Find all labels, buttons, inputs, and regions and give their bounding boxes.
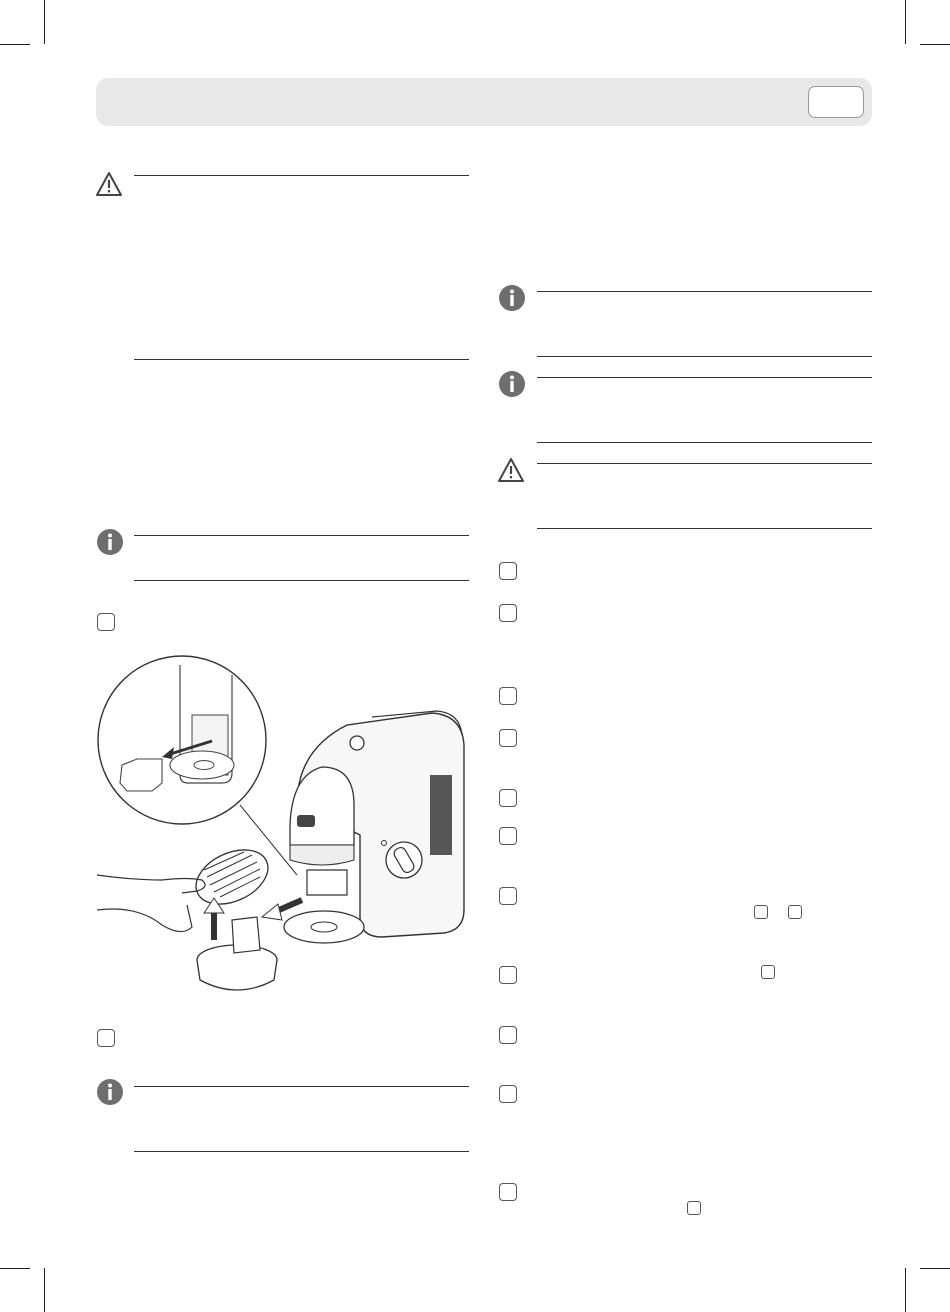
step-number-box [499, 562, 517, 580]
crop-mark [905, 0, 906, 44]
step-number-box [499, 729, 517, 747]
step-reference-box [687, 1201, 701, 1215]
crop-mark [920, 1268, 950, 1269]
step-reference-box [761, 965, 775, 979]
step-number-box [499, 1183, 517, 1201]
info-icon [498, 284, 526, 312]
step-reference-box [788, 905, 802, 919]
step-number-box [499, 827, 517, 845]
step-number-box [97, 613, 115, 631]
crop-mark [0, 44, 30, 45]
step-number-box [499, 789, 517, 807]
language-tab [808, 86, 864, 118]
warning-icon [497, 456, 525, 484]
warning-top-rule [134, 175, 469, 176]
machine-drip-tray-illustration [92, 655, 477, 1000]
info-bottom-rule [134, 580, 469, 581]
info-top-rule [537, 377, 872, 378]
info-icon [498, 370, 526, 398]
warning-top-rule [537, 463, 872, 464]
info-icon [96, 528, 124, 556]
step-number-box [499, 687, 517, 705]
info-bottom-rule [537, 356, 872, 357]
crop-mark [0, 1268, 30, 1269]
step-number-box [499, 887, 517, 905]
step-number-box [97, 1029, 115, 1047]
info-top-rule [134, 1086, 469, 1087]
info-bottom-rule [537, 442, 872, 443]
page-header-bar [96, 78, 872, 126]
warning-bottom-rule [134, 359, 469, 360]
crop-mark [920, 44, 950, 45]
step-number-box [499, 966, 517, 984]
step-number-box [499, 604, 517, 622]
info-icon [96, 1078, 124, 1106]
step-number-box [499, 1085, 517, 1103]
info-top-rule [134, 535, 469, 536]
crop-mark [44, 1268, 45, 1312]
info-bottom-rule [134, 1151, 469, 1152]
crop-mark [905, 1268, 906, 1312]
crop-mark [44, 0, 45, 44]
info-top-rule [537, 291, 872, 292]
warning-icon [95, 170, 123, 198]
step-reference-box [754, 905, 768, 919]
step-number-box [499, 1026, 517, 1044]
warning-bottom-rule [537, 528, 872, 529]
